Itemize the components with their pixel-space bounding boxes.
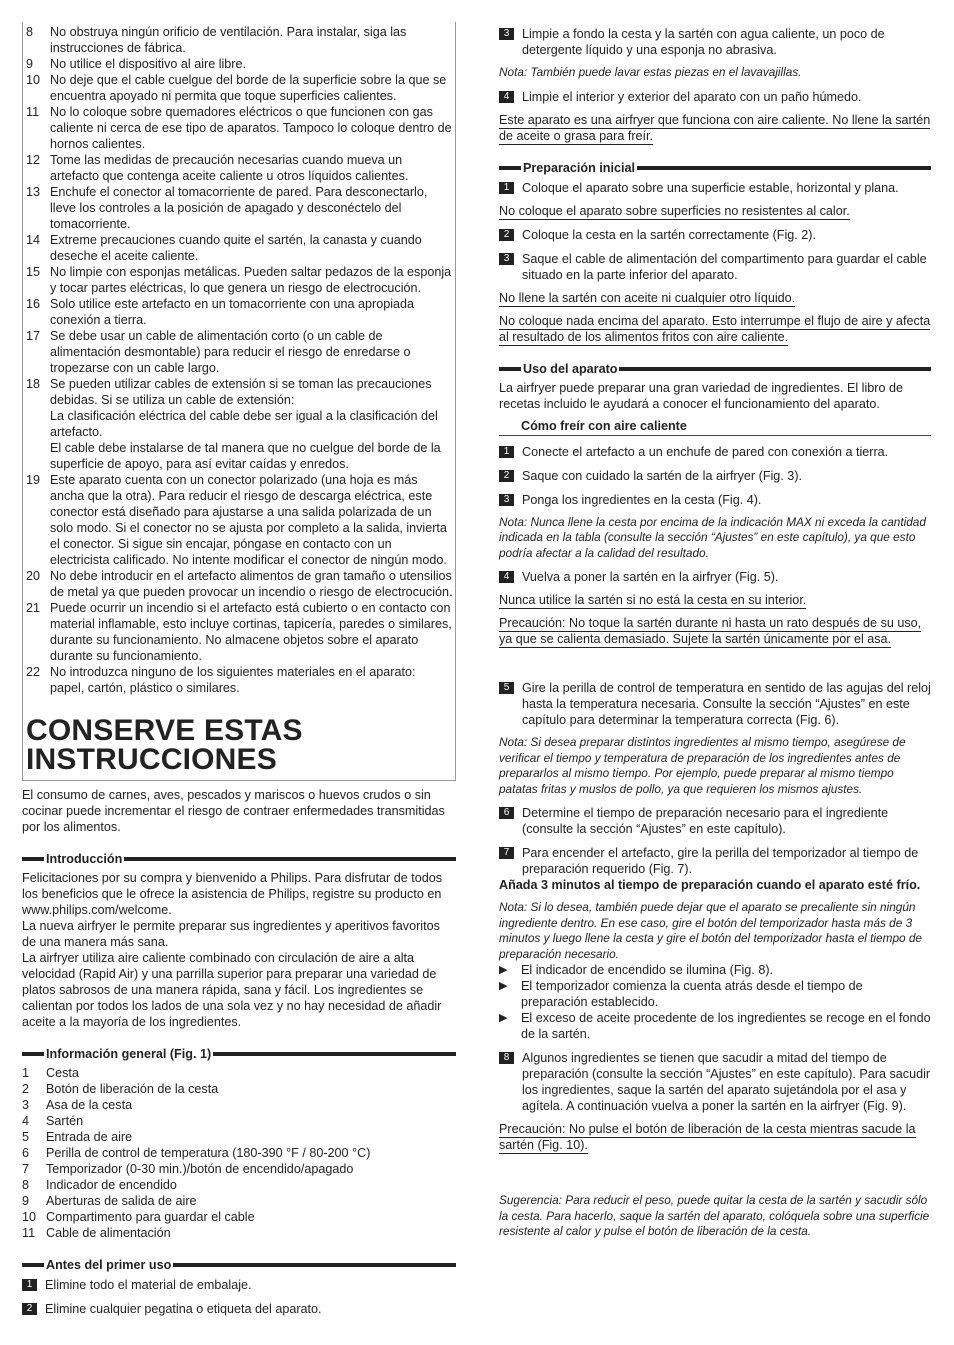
- part-item-number: 6: [22, 1146, 30, 1160]
- safety-item-text: Tome las medidas de precaución necesarias cuando mueva un artefacto que contenga aceite caliente u otros líquidos calientes.: [50, 153, 409, 183]
- safety-item-text: Puede ocurrir un incendio si el artefacto está cubierto o en contacto con material inflamable, esto incluye cortinas, tapicería, paredes o similares, durante su funcionamiento. No almacene objetos sobre el aparato durante su funcionamiento.: [50, 601, 452, 663]
- safety-item-number: 15: [26, 265, 41, 279]
- before-step: [22, 1301, 456, 1317]
- safety-item-number: 21: [26, 601, 41, 615]
- wipe-step: 4 Limpie el interior y exterior del aparato con un paño húmedo.: [499, 89, 931, 105]
- conserve-title: [26, 716, 453, 774]
- conserve-title-line-2: INSTRUCCIONES: [26, 743, 277, 776]
- part-item: [22, 1097, 456, 1113]
- note-dishwasher: Nota: También puede lavar estas piezas en el lavavajillas.: [499, 65, 802, 79]
- safety-item: [26, 264, 453, 296]
- part-item-number: 3: [22, 1098, 30, 1112]
- part-item-number: 1: [22, 1066, 30, 1080]
- before-step-text: Elimine todo el material de embalaje.: [45, 1278, 252, 1292]
- safety-item: [26, 56, 453, 72]
- part-item: [22, 1177, 456, 1193]
- safety-item: [26, 600, 453, 664]
- part-item-text: Temporizador (0-30 min.)/botón de encendido/apagado: [46, 1162, 354, 1176]
- safety-item: [26, 184, 453, 232]
- intro-paragraph-3: La airfryer utiliza aire caliente combinado con circulación de aire a alta velocidad (Rapid Air) y una parrilla superior para preparar una variedad de platos sabrosos de una manera rápida, sana y fácil. Los ingredientes se calientan por todos los lados de una sola vez y no hay necesidad de añadir aceite a la mayoría de los ingredientes.: [22, 951, 442, 1029]
- part-item-number: 9: [22, 1194, 30, 1208]
- part-item-text: Aberturas de salida de aire: [46, 1194, 197, 1208]
- intro-heading: Introducción: [22, 851, 456, 867]
- safety-item-text: Solo utilice este artefacto en un tomacorriente con una apropiada conexión a tierra.: [50, 297, 415, 327]
- safety-item: [26, 568, 453, 600]
- safety-item-number: 18: [26, 377, 41, 391]
- before-step-number: 2: [22, 1303, 37, 1315]
- note-preheat: Nota: Si lo desea, también puede dejar que el aparato se precaliente sin ningún ingrediente dentro. En ese caso, gire el botón del temporizador hasta más de 3 minutos y luego llene la cesta y gire el botón del temporizador hasta el tiempo de preparación necesario.: [499, 900, 922, 961]
- bullet-arrow-icon: ▶: [499, 964, 508, 976]
- part-item-number: 10: [22, 1210, 37, 1224]
- safety-item: [26, 152, 453, 184]
- part-item-text: Compartimento para guardar el cable: [46, 1210, 255, 1224]
- safety-item-number: 8: [26, 25, 34, 39]
- part-item-number: 11: [22, 1226, 36, 1240]
- safety-item-text: Se debe usar un cable de alimentación corto (o un cable de alimentación desmontable) para reducir el riesgo de enredarse o tropezarse con un cable largo.: [50, 329, 411, 375]
- safety-item-number: 10: [26, 73, 41, 87]
- safety-item-text: Este aparato cuenta con un conector polarizado (una hoja es más ancha que la otra). Para reducir el riesgo de descarga eléctrica, este conector está diseñado para ajustarse a una salida polarizada de un solo modo. Si el conector no se ajusta por completo a la salida, invierta el conector. Si sigue sin encajar, póngase en contacto con un electricista calificado. No intente modificar el conector de ningún modo.: [50, 473, 447, 567]
- part-item-text: Cesta: [46, 1066, 79, 1080]
- safety-item-number: 16: [26, 297, 41, 311]
- safety-item-number: 19: [26, 473, 41, 487]
- bold-add-time: Añada 3 minutos al tiempo de preparación cuando el aparato esté frío.: [499, 878, 921, 892]
- part-item-number: 4: [22, 1114, 30, 1128]
- how-step-text: Saque con cuidado la sartén de la airfryer (Fig. 3).: [522, 468, 803, 483]
- prep-step-3: 3 Saque el cable de alimentación del compartimento para guardar el cable situado en la parte inferior del aparato.: [499, 251, 931, 283]
- part-item-number: 2: [22, 1082, 30, 1096]
- bullet-item: [499, 1010, 931, 1042]
- warning-caution: Precaución: No toque la sartén durante ni hasta un rato después de su uso, ya que se calienta demasiado. Sujete la sartén únicamente por el asa.: [499, 616, 922, 646]
- safety-box: [22, 22, 456, 781]
- part-item-number: 7: [22, 1162, 30, 1176]
- safety-item: [26, 24, 453, 56]
- part-item-text: Botón de liberación de la cesta: [46, 1082, 219, 1096]
- how-steps: [499, 444, 931, 508]
- how-heading: Cómo freír con aire caliente: [499, 418, 931, 436]
- how-step-8: 8 Algunos ingredientes se tienen que sacudir a mitad del tiempo de preparación (consulte la sección “Ajustes” en este capítulo). Para sacudir los ingredientes, saque la sartén del aparato sujetándola por el asa y agítela. A continuación vuelva a poner la sartén en la airfryer (Fig. 9).: [499, 1050, 931, 1114]
- safety-item-number: 9: [26, 57, 34, 71]
- part-item-text: Entrada de aire: [46, 1130, 133, 1144]
- warning-no-oil: Este aparato es una airfryer que funciona con aire caliente. No llene la sartén de aceite o grasa para freír.: [499, 112, 931, 143]
- note-multi: Nota: Si desea preparar distintos ingredientes al mismo tiempo, asegúrese de verificar el tiempo y temperatura de preparación de los ingredientes antes de prepararlos al mismo tiempo. Por ejemplo, puede preparar al mismo tiempo patatas fritas y muslos de pollo, ya que requieren los mismos ajustes.: [499, 735, 906, 796]
- parts-list: [22, 1065, 456, 1241]
- before-step-number: 1: [22, 1279, 37, 1291]
- warning-top: No coloque nada encima del aparato. Esto interrumpe el flujo de aire y afecta al resultado de los alimentos fritos con aire caliente.: [499, 313, 931, 344]
- part-item: [22, 1145, 456, 1161]
- safety-item-text: No limpie con esponjas metálicas. Pueden saltar pedazos de la esponja y tocar partes eléctricas, lo que genera un riesgo de electrocución.: [50, 265, 452, 295]
- part-item: [22, 1209, 456, 1225]
- part-item: [22, 1065, 456, 1081]
- part-item-text: Cable de alimentación: [46, 1226, 171, 1240]
- safety-item: [26, 72, 453, 104]
- part-item: [22, 1081, 456, 1097]
- part-item: [22, 1113, 456, 1129]
- safety-item-number: 13: [26, 185, 41, 199]
- warning-never: Nunca utilice la sartén si no está la cesta en su interior.: [499, 593, 807, 607]
- safety-item: [26, 376, 453, 472]
- prep-step-1: 1 Coloque el aparato sobre una superficie estable, horizontal y plana.: [499, 180, 931, 196]
- left-column: [22, 22, 456, 1317]
- how-step: [499, 444, 931, 460]
- bullet-arrow-icon: ▶: [499, 980, 508, 992]
- how-step-text: Ponga los ingredientes en la cesta (Fig. 4).: [522, 492, 762, 507]
- safety-item: [26, 328, 453, 376]
- consumption-note: El consumo de carnes, aves, pescados y mariscos o huevos crudos o sin cocinar puede incrementar el riesgo de contraer enfermedades transmitidas por los alimentos.: [22, 788, 445, 834]
- safety-item: [26, 104, 453, 152]
- intro-paragraph-2: La nueva airfryer le permite preparar sus ingredientes y aperitivos favoritos de una manera más sana.: [22, 919, 440, 949]
- prep-heading: Preparación inicial: [499, 160, 931, 176]
- safety-item-text: No lo coloque sobre quemadores eléctricos o que funcionen con gas caliente ni cerca de ese tipo de aparatos. Tampoco lo coloque dentro de hornos calientes.: [50, 105, 452, 151]
- safety-item-text: No obstruya ningún orificio de ventilación. Para instalar, siga las instrucciones de fábrica.: [50, 25, 407, 55]
- safety-item-text: No introduzca ninguno de los siguientes materiales en el aparato: papel, cartón, plástico o similares.: [50, 665, 416, 695]
- how-step-text: Conecte el artefacto a un enchufe de pared con conexión a tierra.: [522, 444, 889, 459]
- use-heading: Uso del aparato: [499, 361, 931, 377]
- safety-item-number: 11: [26, 105, 40, 119]
- safety-item-number: 22: [26, 665, 41, 679]
- bullet-arrow-icon: ▶: [499, 1012, 508, 1024]
- part-item-text: Sartén: [46, 1114, 84, 1128]
- bullet-item: [499, 978, 931, 1010]
- safety-item-text: Se pueden utilizar cables de extensión si se toman las precauciones debidas. Si se utiliza un cable de extensión: La clasificación eléctrica del cable debe ser igual a la clasificación del artefacto. El cable debe instalarse de tal manera que no cuelgue del borde de la superficie de apoyo, para así evitar caídas y enredos.: [50, 377, 441, 471]
- bullet-text: El exceso de aceite procedente de los ingredientes se recoge en el fondo de la sartén.: [521, 1011, 931, 1041]
- how-step-4: 4 Vuelva a poner la sartén en la airfryer (Fig. 5).: [499, 569, 931, 585]
- how-step-number: 3: [499, 494, 514, 506]
- how-step-number: 1: [499, 446, 514, 458]
- bullet-item: [499, 962, 931, 978]
- safety-item-text: No utilice el dispositivo al aire libre.: [50, 57, 246, 71]
- warning-heat: No coloque el aparato sobre superficies no resistentes al calor.: [499, 203, 850, 218]
- part-item: [22, 1193, 456, 1209]
- clean-step: 3 Limpie a fondo la cesta y la sartén con agua caliente, un poco de detergente líquido y una esponja no abrasiva.: [499, 26, 931, 58]
- safety-item-number: 20: [26, 569, 41, 583]
- part-item-text: Perilla de control de temperatura (180-390 °F / 80-200 °C): [46, 1146, 371, 1160]
- before-heading: Antes del primer uso: [22, 1257, 456, 1273]
- safety-item: [26, 232, 453, 264]
- safety-item-number: 12: [26, 153, 41, 167]
- part-item: [22, 1161, 456, 1177]
- safety-item: [26, 664, 453, 696]
- conserve-title-line-1: CONSERVE ESTAS: [26, 714, 303, 747]
- right-column: [499, 24, 931, 1240]
- intro-paragraph-1: Felicitaciones por su compra y bienvenido a Philips. Para disfrutar de todos los beneficios que le ofrece la asistencia de Philips, registre su producto en www.philips.com/welcome.: [22, 871, 443, 917]
- safety-item-number: 14: [26, 233, 41, 247]
- safety-item: [26, 296, 453, 328]
- how-step: [499, 492, 931, 508]
- how-step: [499, 468, 931, 484]
- prep-step-2: 2 Coloque la cesta en la sartén correctamente (Fig. 2).: [499, 227, 931, 243]
- part-item-text: Asa de la cesta: [46, 1098, 133, 1112]
- bullet-text: El temporizador comienza la cuenta atrás desde el tiempo de preparación establecido.: [521, 979, 863, 1009]
- part-item-number: 5: [22, 1130, 30, 1144]
- safety-item-text: Extreme precauciones cuando quite el sartén, la canasta y cuando deseche el aceite caliente.: [50, 233, 422, 263]
- warning-fill: No llene la sartén con aceite ni cualquier otro líquido.: [499, 290, 796, 305]
- how-step-7: 7 Para encender el artefacto, gire la perilla del temporizador al tiempo de preparación requerido (Fig. 7).: [499, 845, 931, 877]
- part-item: [22, 1225, 456, 1241]
- safety-item-text: No debe introducir en el artefacto alimentos de gran tamaño o utensilios de metal ya que pueden provocar un incendio o riesgo de electrocución.: [50, 569, 453, 599]
- before-step-text: Elimine cualquier pegatina o etiqueta del aparato.: [45, 1302, 322, 1316]
- before-steps: [22, 1277, 456, 1317]
- use-intro: La airfryer puede preparar una gran variedad de ingredientes. El libro de recetas incluido le ayudará a conocer el funcionamiento del aparato.: [499, 380, 903, 411]
- safety-item-text: No deje que el cable cuelgue del borde de la superficie sobre la que se encuentra apoyado ni permita que toque superficies calientes.: [50, 73, 447, 103]
- note-max: Nota: Nunca llene la cesta por encima de la indicación MAX ni exceda la cantidad indicada en la tabla (consulte la sección “Ajustes” en este capítulo), ya que esto podría afectar a la calidad del resultado.: [499, 514, 926, 560]
- warning-release: Precaución: No pulse el botón de liberación de la cesta mientras sacude la sartén (Fig. 10).: [499, 1122, 916, 1152]
- general-heading: Información general (Fig. 1): [22, 1046, 456, 1062]
- indicator-bullets: [499, 962, 931, 1042]
- bullet-text: El indicador de encendido se ilumina (Fig. 8).: [521, 963, 774, 977]
- safety-item-number: 17: [26, 329, 41, 343]
- how-step-5: 5 Gire la perilla de control de temperatura en sentido de las agujas del reloj hasta la temperatura necesaria. Consulte la sección “Ajustes” en este capítulo para determinar la temperatura correcta (Fig. 6).: [499, 680, 931, 728]
- safety-item: [26, 472, 453, 568]
- safety-item-text: Enchufe el conector al tomacorriente de pared. Para desconectarlo, lleve los controles a la posición de apagado y desconéctelo del tomacorriente.: [50, 185, 428, 231]
- safety-list: [26, 24, 453, 696]
- part-item-number: 8: [22, 1178, 30, 1192]
- how-step-6: 6 Determine el tiempo de preparación necesario para el ingrediente (consulte la sección “Ajustes” en este capítulo).: [499, 805, 931, 837]
- part-item-text: Indicador de encendido: [46, 1178, 177, 1192]
- tip-note: Sugerencia: Para reducir el peso, puede quitar la cesta de la sartén y sacudir sólo la cesta. Para hacerlo, saque la sartén del aparato, colóquela sobre una superficie resistente al calor y pulse el botón de liberación de la cesta.: [499, 1193, 930, 1238]
- before-step: [22, 1277, 456, 1293]
- part-item: [22, 1129, 456, 1145]
- how-step-number: 2: [499, 470, 514, 482]
